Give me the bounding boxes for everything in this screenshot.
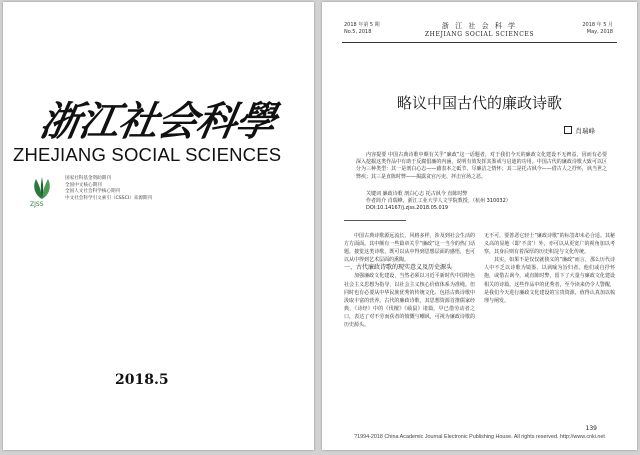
divider: [344, 220, 406, 221]
cover-info-line: 全国中文核心期刊: [65, 182, 102, 188]
header-right-line2: May, 2018: [586, 29, 613, 35]
section-heading: 一、古代廉政诗歌的现实意义及历史源头: [344, 264, 453, 272]
header-journal-en: ZHEJIANG SOCIAL SCIENCES: [424, 31, 535, 38]
doi-line: DOI:10.14167/j.zjss.2018.05.019: [366, 205, 449, 212]
header-right-line1: 2018 年 5 月: [582, 22, 613, 28]
article-title: 略议中国古代的廉政诗歌: [396, 94, 562, 112]
article-page: [322, 2, 637, 450]
cover-page: [3, 2, 314, 450]
cover-info-line: 国家社科基金资助期刊: [65, 176, 111, 181]
cover-title-en: ZHEJIANG SOCIAL SCIENCES: [13, 144, 282, 165]
header-left-line2: No.5, 2018: [344, 29, 372, 35]
cover-info-line: 中文社会科学引文索引（CSSCI）来源期刊: [65, 195, 153, 201]
body-paragraph: 其实，如果不是仅仅就狭义的“廉政”而言，那么历代诗人中不乏以诗歌为镜鉴、以讽喻为旨归者。他们或自抒怀抱，或借古讽今，或直陈时弊，留下了大量与廉政文化建设相关的诗篇。这些作品中的优秀者，至今读来仍令人警醒，是我们今天进行廉政文化建设的宝贵资源，值得认真加以梳理与阐发。: [484, 257, 615, 304]
header-rule: [342, 42, 617, 43]
author-name: 肖瑞峰: [575, 127, 595, 135]
cover-info-block: [65, 176, 152, 202]
cover-issue-date: 2018.5: [115, 372, 169, 388]
body-paragraph: 加强廉政文化建设，当然必须以习近平新时代中国特色社会主义思想为指导，以社会主义核心价值体系为准绳。但同时也有必要从中华民族优秀的传统文化、包括古典诗歌中汲取丰富的营养。古代的廉政诗歌，其思想资源首推儒家经典，《诗经》中的《伐檀》《硕鼠》诸篇，早已借劳动者之口，表达了对不劳而获者的愤慨与嘲讽，可视为廉政诗歌的历史源头。: [344, 273, 475, 329]
cover-info-line: 全国人文社会科学核心期刊: [65, 189, 121, 195]
keywords-block: [366, 191, 607, 213]
header-left-line1: 2018 年第 5 期: [344, 22, 380, 28]
author-box-icon: [564, 126, 572, 134]
keywords-line: 关键词 廉政诗歌 剖白心志 托古讽今 直陈时弊: [366, 191, 468, 197]
body-column-right: [484, 232, 615, 305]
body-paragraph: 无不可，要善恶它轻士“廉政诗歌”的标签却未必合适。其秘义高的显地（即‘不贪’）外，亦可以从更宽广的视角加以考察，其身后则有着深厚的历史积淀与文化传统。: [484, 233, 615, 256]
cover-logo-text: 浙江社会科學: [36, 98, 279, 145]
author-bio-line: 作者简介 肖瑞峰，浙江工业大学人文学院教授。（杭州 310032）: [366, 198, 511, 205]
header-journal-cn: 浙 江 社 会 科 学: [441, 22, 518, 30]
zjss-leaf-icon: [29, 175, 55, 201]
zjss-label: ZJSS: [30, 201, 44, 208]
page-number: 139: [585, 425, 597, 432]
body-paragraph: 中国古典诗歌源远流长，风格多样，涉及到社会生活的方方面面。其中颇有一些篇章关乎“廉政”这一当今的热门话题。披览这类诗歌，既可以从中得到思想层面的感悟，也可以从中得到艺术层面的熏陶。: [344, 233, 475, 264]
author-byline: [564, 126, 596, 135]
header-date-right: [582, 22, 613, 36]
copyright-footer: ?1994-2018 China Academic Journal Electronic Publishing House. All rights reserved. http://www.cnki.net: [354, 434, 605, 440]
body-column-left: [344, 232, 475, 329]
abstract: 内容提要 中国古典诗歌中颇有关乎“廉政”这一话题者，对于我们今天的廉政文化建设不无裨益，因而有必要深入挖掘这类作品中有助于反腐倡廉的内涵，说明有效发挥其鉴戒与启迪的功用。中国古代的廉政诗歌大致可以区分为三种类型：其一是剖白心志——藉表本之砥节、尽廉洁之情怀；其二是托古讽今——借古人之抒怀，讽当世之弊疾；其三是直陈时弊——揭露贪官污吏、抨击官场之恶。: [356, 152, 607, 180]
